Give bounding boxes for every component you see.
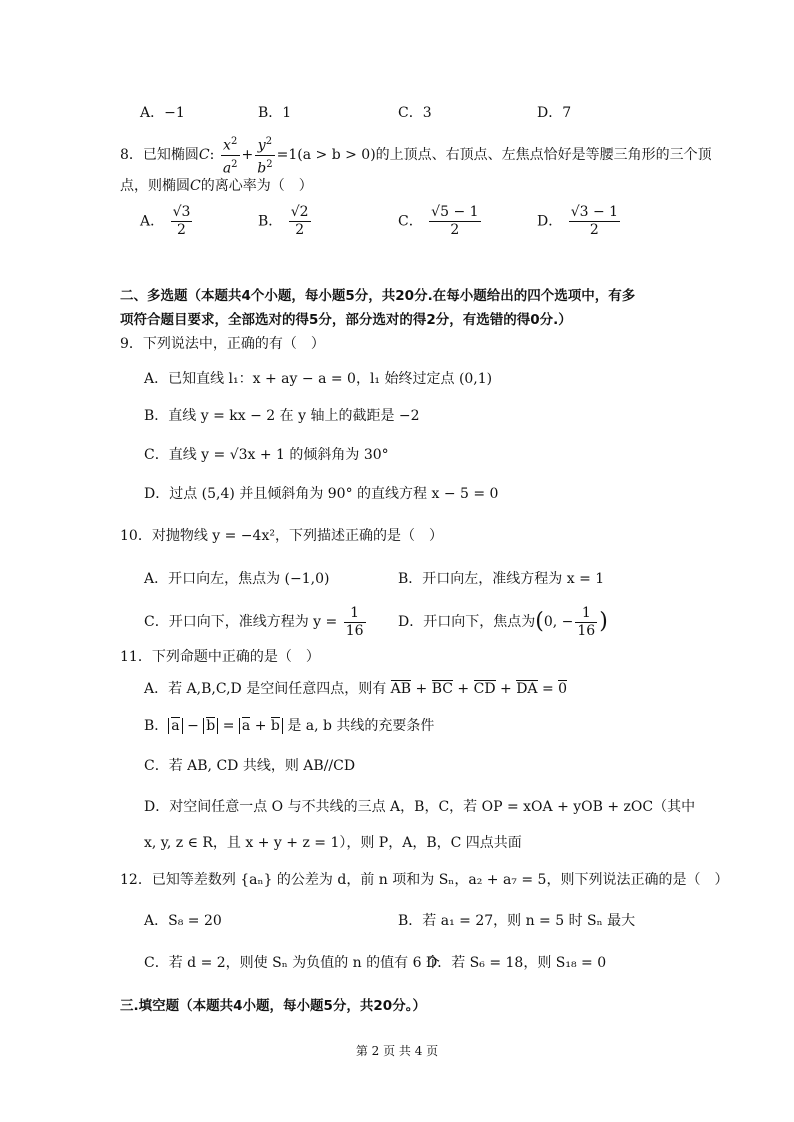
- q12-option-b: B．若 a₁ = 27，则 n = 5 时 Sₙ 最大: [398, 913, 636, 929]
- q12-option-c: C．若 d = 2，则使 Sₙ 为负值的 n 的值有 6 个: [144, 955, 440, 971]
- q11-option-d-line2: x, y, z ∈ R，且 x + y + z = 1），则 P，A，B，C 四点共面: [144, 835, 522, 851]
- q9-option-b: B．直线 y = kx − 2 在 y 轴上的截距是 −2: [144, 408, 420, 424]
- q12-option-a: A．S₈ = 20: [144, 913, 222, 929]
- q11-option-c: C．若 AB, CD 共线，则 AB//CD: [144, 758, 356, 774]
- q7-option-a: A．−1: [140, 105, 185, 121]
- q7-option-d: D．7: [537, 105, 572, 121]
- section3-heading: 三.填空题（本题共4小题，每小题5分，共20分。）: [120, 998, 426, 1014]
- q10-option-d: D．开口向下，焦点为(0, − $\frac{1}{16}$ ): [398, 604, 608, 639]
- q7-option-b: B．1: [258, 105, 292, 121]
- q10-option-b: B．开口向左，准线方程为 x = 1: [398, 571, 605, 587]
- q8-option-a: A． $\frac{√3}{2}$: [140, 204, 191, 238]
- q10-stem: 10．对抛物线 y = −4x²，下列描述正确的是（ ）: [120, 528, 443, 544]
- q11-option-a: A．若 A,B,C,D 是空间任意四点，则有 AB + BC + CD + DA = 0: [144, 681, 568, 697]
- q9-stem: 9．下列说法中，正确的有（ ）: [120, 336, 325, 352]
- q8-option-c: C． $\frac{√5 - 1}{2}$: [398, 204, 479, 238]
- q12-option-d: D．若 S₆ = 18，则 S₁₈ = 0: [426, 955, 607, 971]
- q11-option-b: B． a − b = a + b 是 a, b 共线的充要条件: [144, 718, 435, 734]
- q8-option-d: D． $\frac{√3 - 1}{2}$: [537, 204, 619, 238]
- q9-option-a: A．已知直线 l₁：x + ay − a = 0，l₁ 始终过定点 (0,1): [144, 371, 493, 387]
- page-number: 第 2 页 共 4 页: [355, 1044, 439, 1058]
- q7-option-c: C．3: [398, 105, 432, 121]
- q9-option-c: C．直线 y = √3x + 1 的倾斜角为 30°: [144, 447, 389, 463]
- section2-heading-line2: 项符合题目要求，全部选对的得5分，部分选对的得2分，有选错的得0分.）: [120, 312, 572, 328]
- q12-stem: 12．已知等差数列 {aₙ} 的公差为 d，前 n 项和为 Sₙ，a₂ + a₇ = 5，则下列说法正确的是（ ）: [120, 872, 729, 888]
- q11-stem: 11．下列命题中正确的是（ ）: [120, 649, 320, 665]
- q11-option-d-line1: D．对空间任意一点 O 与不共线的三点 A，B，C，若 OP = xOA + yOB + zOC（其中: [144, 799, 696, 815]
- q9-option-d: D．过点 (5,4) 并且倾斜角为 90° 的直线方程 x − 5 = 0: [144, 486, 499, 502]
- q8-stem: 8．已知椭圆C: $\frac{x^2}{a^2}$ + $\frac{y^2}{b^2}$ =1(a > b > 0)的上顶点、右顶点、左焦点恰好是等腰三角形的三个顶: [120, 133, 712, 177]
- q8-option-b: B． $\frac{√2}{2}$: [258, 204, 309, 238]
- q10-option-a: A．开口向左，焦点为 (−1,0): [144, 571, 330, 587]
- section2-heading-line1: 二、多选题（本题共4个小题，每小题5分，共20分.在每小题给出的四个选项中，有多: [120, 288, 636, 304]
- q10-option-c: C．开口向下，准线方程为 y = $\frac{1}{16}$: [144, 604, 364, 639]
- q8-stem-line2: 点，则椭圆C的离心率为（ ）: [120, 178, 313, 194]
